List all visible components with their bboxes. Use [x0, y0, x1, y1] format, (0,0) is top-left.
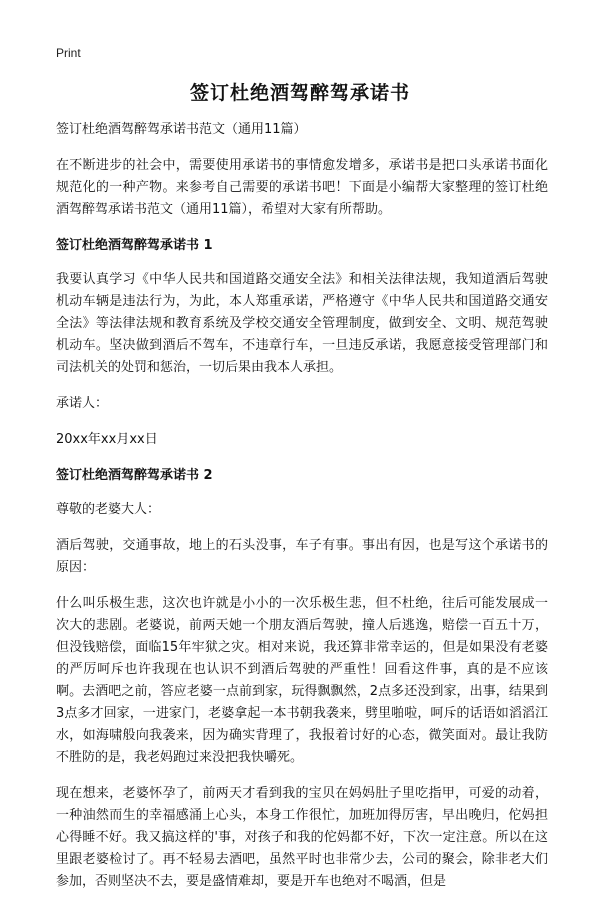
section-paragraph: 现在想来，老婆怀孕了，前两天才看到我的宝贝在妈妈肚子里吃指甲，可爱的动着，一种油然而生的幸福感涌上心头，本身工作很忙，加班加得厉害，早出晚归，佗妈担心得睡不好。我又搞这样的'事，对孩子和我的佗妈都不好，下次一定注意。所以在这里跟老婆检讨了。再不轻易去酒吧，虽然平时也非常少去，公司的聚会，除非老大们参加，否则坚决不去，要是盛情难却，要是开车也绝对不喝酒，但是	[56, 786, 548, 889]
section-paragraph: 什么叫乐极生悲，这次也许就是小小的一次乐极生悲，但不杜绝，往后可能发展成一次大的悲剧。老婆说，前两天她一个朋友酒后驾驶，撞人后逃逸，赔偿一百五十万，但没钱赔偿，面临15年牢狱之灾。相对来说，我还算非常幸运的，但是如果没有老婆的严厉呵斥也许我现在也认识不到酒后驾驶的严重性！回看这件事，真的是不应该啊。去酒吧之前，答应老婆一点前到家，玩得飘飘然，2点多还没到家，出事，结果到3点多才回家，一进家门，老婆拿起一本书朝我袭来，劈里啪啦，呵斥的话语如滔滔江水，如海啸般向我袭来，因为确实背理了，我报着讨好的心态，微笑面对。最让我防不胜防的是，我老妈跑过来没把我快嚼死。	[56, 596, 548, 765]
section-heading: 签订杜绝酒驾醉驾承诺书 1	[56, 238, 213, 253]
date-line: 20xx年xx月xx日	[56, 432, 158, 447]
intro-paragraph: 在不断进步的社会中，需要使用承诺书的事情愈发增多，承诺书是把口头承诺书面化规范化的一种产物。来参考自己需要的承诺书吧！下面是小编帮大家整理的签订杜绝酒驾醉驾承诺书范文（通用11篇），希望对大家有所帮助。	[56, 158, 548, 217]
section-heading: 签订杜绝酒驾醉驾承诺书 2	[56, 468, 213, 483]
section-paragraph: 酒后驾驶，交通事故，地上的石头没事，车子有事。事出有因，也是写这个承诺书的原因：	[56, 538, 548, 575]
document-body	[56, 119, 548, 907]
section-paragraph: 我要认真学习《中华人民共和国道路交通安全法》和相关法律法规，我知道酒后驾驶机动车辆是违法行为，为此，本人郑重承诺，严格遵守《中华人民共和国道路交通安全法》等法律法规和教育系统及学校交通安全管理制度，做到安全、文明、规范驾驶机动车。坚决做到酒后不驾车，不违章行车，一旦违反承诺，我愿意接受管理部门和司法机关的处罚和惩治，一切后果由我本人承担。	[56, 272, 548, 375]
signer-label: 承诺人：	[56, 396, 109, 411]
document-subtitle: 签订杜绝酒驾醉驾承诺书范文（通用11篇）	[56, 122, 307, 137]
print-label[interactable]: Print	[56, 46, 81, 60]
salutation: 尊敬的老婆大人：	[56, 502, 161, 517]
document-title: 签订杜绝酒驾醉驾承诺书	[189, 82, 410, 104]
